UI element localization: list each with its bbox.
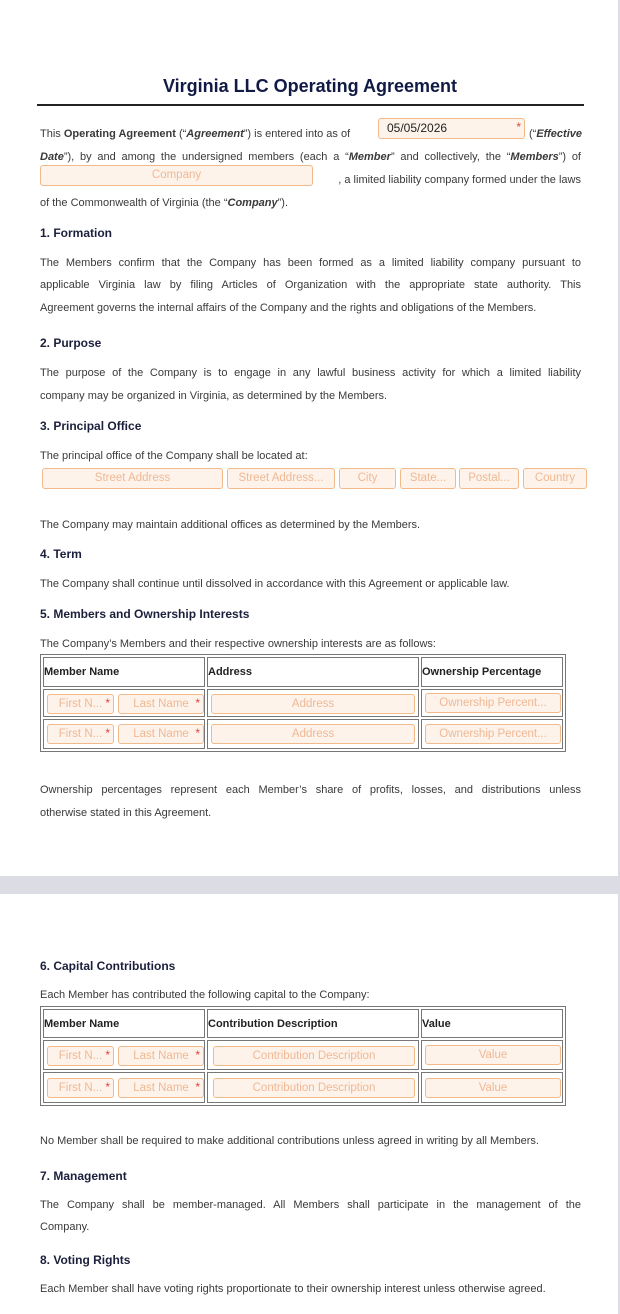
required-mark: * <box>195 1048 200 1062</box>
placeholder: First N... <box>58 698 103 710</box>
column-header: Address <box>207 657 419 687</box>
column-header: Contribution Description <box>207 1009 419 1038</box>
last-name-field[interactable] <box>118 694 204 714</box>
column-header: Ownership Percentage <box>421 657 563 687</box>
required-mark: * <box>195 696 200 710</box>
intro-bold-italic: Member <box>348 151 391 163</box>
contributions-table <box>40 1006 566 1106</box>
capital-line-1: Each Member has contributed the following capital to the Company: <box>40 989 370 1001</box>
placeholder: Last Name <box>133 728 189 740</box>
member-name-cell <box>43 719 205 749</box>
value-field[interactable]: Value <box>425 1078 561 1098</box>
first-name-field[interactable] <box>47 724 114 744</box>
state-field[interactable]: State... <box>400 468 456 489</box>
purpose-line-2: company may be organized in Virginia, as determined by the Members. <box>40 390 388 402</box>
street-address-line-2-field[interactable]: Street Address... <box>227 468 335 489</box>
management-line-2: Company. <box>40 1221 90 1233</box>
title-divider <box>37 104 584 106</box>
required-mark: * <box>105 1080 110 1094</box>
principal-office-line-2: The Company may maintain additional offices as determined by the Members. <box>40 519 421 531</box>
required-mark: * <box>105 726 110 740</box>
document-title: Virginia LLC Operating Agreement <box>162 76 458 96</box>
required-mark: * <box>195 726 200 740</box>
ownership-percentage-field[interactable]: Ownership Percent... <box>425 724 561 744</box>
section-heading-management: 7. Management <box>40 1169 127 1183</box>
placeholder: First N... <box>58 1082 103 1094</box>
table-header-row <box>43 1009 563 1038</box>
postal-code-field[interactable]: Postal... <box>459 468 519 489</box>
last-name-field[interactable] <box>118 724 204 744</box>
intro-bold-italic: Effective <box>536 128 582 140</box>
document-page-2 <box>0 894 618 1314</box>
intro-text: ” and collectively, the “ <box>390 151 511 163</box>
value-cell <box>421 1072 563 1103</box>
table-row <box>43 1040 563 1070</box>
intro-bold-italic: Company <box>227 197 278 209</box>
street-address-field[interactable]: Street Address <box>42 468 223 489</box>
placeholder: Last Name <box>133 1082 189 1094</box>
ownership-cell <box>421 689 563 717</box>
first-name-field[interactable] <box>47 1046 114 1066</box>
member-name-cell <box>43 689 205 717</box>
intro-text: (“ <box>175 128 187 140</box>
intro-line-3: , a limited liability company formed under the laws <box>338 174 581 186</box>
city-field[interactable]: City <box>339 468 396 489</box>
intro-text: ”) is entered into as of <box>243 128 351 140</box>
contribution-description-field[interactable]: Contribution Description <box>213 1078 415 1098</box>
formation-line-2: applicable Virginia law by filing Articles of Organization with the appropriate state authority. This <box>40 279 581 291</box>
intro-line-1 <box>40 123 380 146</box>
member-name-cell <box>43 1072 205 1103</box>
value-field[interactable]: Value <box>425 1045 561 1065</box>
effective-date-value: 05/05/2026 <box>387 121 448 135</box>
section-heading-term: 4. Term <box>40 547 82 561</box>
intro-bold-italic: Members <box>510 151 559 163</box>
section-heading-voting-rights: 8. Voting Rights <box>40 1253 131 1267</box>
ownership-cell <box>421 719 563 749</box>
effective-label <box>529 123 582 146</box>
required-mark: * <box>105 1048 110 1062</box>
contribution-description-field[interactable]: Contribution Description <box>213 1046 415 1066</box>
ownership-percentage-field[interactable]: Ownership Percent... <box>425 693 561 713</box>
management-line-1: The Company shall be member-managed. All Members shall participate in the management of the <box>40 1199 581 1211</box>
table-row <box>43 719 563 749</box>
formation-line-1: The Members confirm that the Company has been formed as a limited liability company pursuant to <box>40 257 581 269</box>
address-field[interactable]: Address <box>211 724 415 744</box>
intro-text: (“ <box>529 128 537 140</box>
placeholder: Last Name <box>133 698 189 710</box>
table-header-row <box>43 657 563 687</box>
address-cell <box>207 719 419 749</box>
section-heading-formation: 1. Formation <box>40 226 113 240</box>
members-line-1: The Company’s Members and their respective ownership interests are as follows: <box>40 638 436 650</box>
intro-line-4 <box>40 192 288 215</box>
column-header: Value <box>421 1009 563 1038</box>
column-header: Member Name <box>43 1009 205 1038</box>
capital-after-line-1: No Member shall be required to make additional contributions unless agreed in writing by all Members. <box>40 1135 539 1147</box>
first-name-field[interactable] <box>47 694 114 714</box>
intro-text: ”), by and among the undersigned members (each a “ <box>63 151 349 163</box>
contribution-description-cell <box>207 1072 419 1103</box>
voting-line-1: Each Member shall have voting rights proportionate to their ownership interest unless otherwise agreed. <box>40 1283 546 1295</box>
last-name-field[interactable] <box>118 1046 204 1066</box>
required-mark: * <box>105 696 110 710</box>
members-after-line-1: Ownership percentages represent each Member’s share of profits, losses, and distributions unless <box>40 784 581 796</box>
company-name-field[interactable]: Company <box>40 165 313 186</box>
section-heading-purpose: 2. Purpose <box>40 336 102 350</box>
section-heading-principal-office: 3. Principal Office <box>40 419 142 433</box>
members-table <box>40 654 566 752</box>
members-after-line-2: otherwise stated in this Agreement. <box>40 807 212 819</box>
country-field[interactable]: Country <box>523 468 587 489</box>
member-name-cell <box>43 1040 205 1070</box>
first-name-field[interactable] <box>47 1078 114 1098</box>
address-cell <box>207 689 419 717</box>
address-field[interactable]: Address <box>211 694 415 714</box>
term-line-1: The Company shall continue until dissolved in accordance with this Agreement or applicable law. <box>40 578 510 590</box>
formation-line-3: Agreement governs the internal affairs of the Company and the rights and obligations of the Members. <box>40 302 537 314</box>
table-row <box>43 1072 563 1103</box>
intro-bold: Operating Agreement <box>63 128 176 140</box>
intro-text: ”) of <box>558 151 581 163</box>
table-row <box>43 689 563 717</box>
purpose-line-1: The purpose of the Company is to engage in any lawful business activity for which a limited liability <box>40 367 581 379</box>
column-header: Member Name <box>43 657 205 687</box>
section-heading-capital-contributions: 6. Capital Contributions <box>40 959 176 973</box>
intro-bold-italic: Agreement <box>186 128 244 140</box>
intro-text: of the Commonwealth of Virginia (the “ <box>40 197 228 209</box>
required-mark: * <box>195 1080 200 1094</box>
last-name-field[interactable] <box>118 1078 204 1098</box>
placeholder: First N... <box>58 1050 103 1062</box>
contribution-description-cell <box>207 1040 419 1070</box>
placeholder: First N... <box>58 728 103 740</box>
section-heading-members: 5. Members and Ownership Interests <box>40 607 250 621</box>
placeholder: Last Name <box>133 1050 189 1062</box>
principal-office-line-1: The principal office of the Company shall be located at: <box>40 450 308 462</box>
required-mark: * <box>516 120 521 134</box>
intro-text: This <box>40 128 64 140</box>
value-cell <box>421 1040 563 1070</box>
intro-text: ”). <box>277 197 289 209</box>
intro-bold-italic: Date <box>40 151 64 163</box>
effective-date-field[interactable] <box>378 118 525 139</box>
